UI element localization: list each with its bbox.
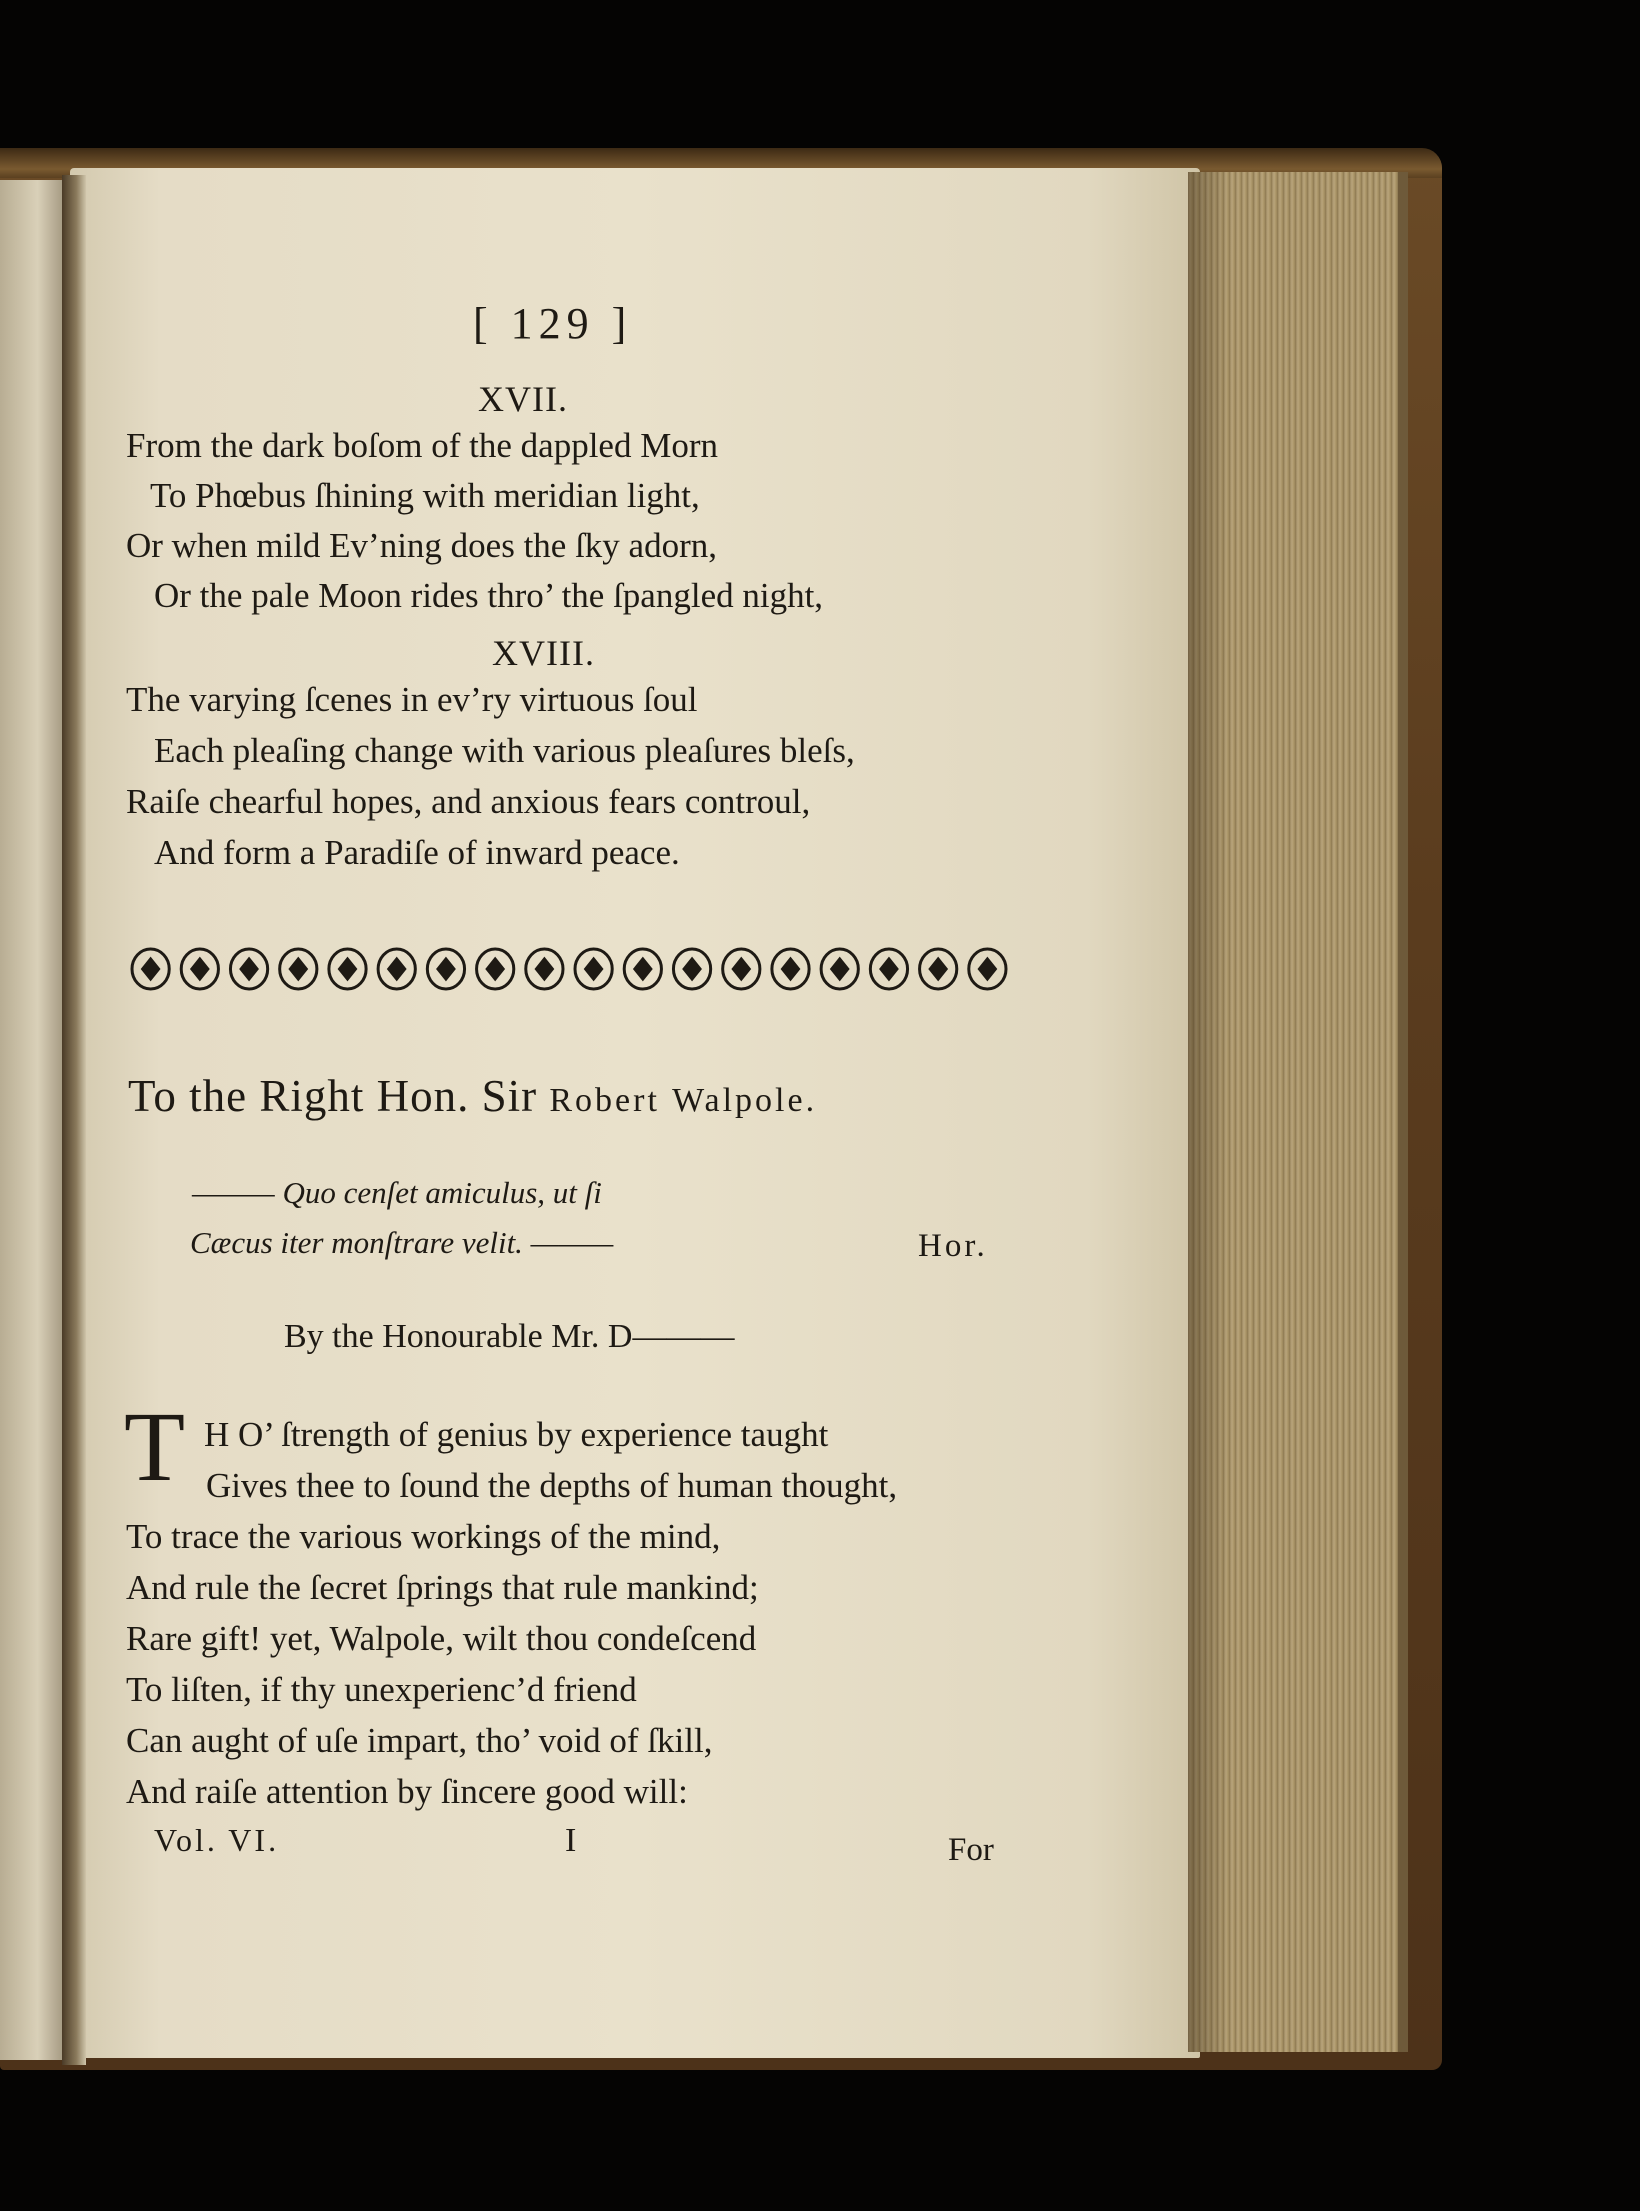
ornament-diamond: [733, 959, 749, 979]
ornament-diamond: [930, 959, 946, 979]
author-byline: By the Honourable Mr. D———: [284, 1318, 735, 1355]
catchword: For: [948, 1832, 994, 1868]
verse-line: To liſten, if thy unexperienc’d friend: [126, 1670, 637, 1709]
ornament-diamond: [979, 959, 995, 979]
stanza-heading-xvii: XVII.: [478, 379, 568, 419]
drop-cap: T: [124, 1391, 186, 1502]
verse-line: Rare gift! yet, Walpole, wilt thou condeſcend: [126, 1619, 757, 1658]
ornament-diamond: [143, 959, 159, 979]
ornament-diamond: [340, 959, 356, 979]
verse-line: Each pleaſing change with various pleaſures bleſs,: [154, 731, 855, 770]
ornament-diamond: [389, 959, 405, 979]
verse-line: Or the pale Moon rides thro’ the ſpangled night,: [154, 576, 824, 615]
epigraph-attribution: Hor.: [918, 1228, 988, 1264]
verse-line: Raiſe chearful hopes, and anxious fears controul,: [126, 782, 811, 821]
signature-mark: I: [565, 1822, 577, 1859]
ornament-diamond: [241, 959, 257, 979]
verse-line: And form a Paradiſe of inward peace.: [154, 833, 680, 872]
volume-signature: Vol. VI.: [154, 1822, 280, 1858]
page-edge-shadow: [1188, 172, 1228, 2052]
ornament-diamond: [487, 959, 503, 979]
poem-title-name-first: Robert: [549, 1082, 660, 1119]
verse-line: Or when mild Ev’ning does the ſky adorn,: [126, 526, 718, 565]
epigraph-line: ——— Quo cenſet amiculus, ut ſi: [192, 1175, 602, 1210]
verse-line: From the dark boſom of the dappled Morn: [126, 426, 718, 465]
ornament-diamond: [881, 959, 897, 979]
ornament-diamond: [438, 959, 454, 979]
stanza-heading-xviii: XVIII.: [492, 633, 595, 673]
verse-line: Can aught of uſe impart, tho’ void of ſkill,: [126, 1721, 713, 1760]
ornament-diamond: [832, 959, 848, 979]
poem-title-name-last: Walpole.: [672, 1082, 818, 1119]
verse-line: Gives thee to ſound the depths of human thought,: [206, 1466, 898, 1505]
verse-line: And rule the ſecret ſprings that rule mankind;: [126, 1568, 759, 1607]
verse-line: And raiſe attention by ſincere good will:: [126, 1772, 688, 1811]
ornament-diamond: [684, 959, 700, 979]
verse-line: To trace the various workings of the mind,: [126, 1517, 721, 1556]
printers-ornament-border: [126, 938, 1012, 1000]
ornament-diamond: [536, 959, 552, 979]
poem-title-prefix: To the Right Hon. Sir: [128, 1071, 550, 1121]
poem-title: [128, 1070, 817, 1122]
left-page-edge: [0, 180, 68, 2060]
verse-line: The varying ſcenes in ev’ry virtuous ſoul: [126, 680, 698, 719]
ornament-diamond: [192, 959, 208, 979]
book-gutter: [62, 175, 86, 2065]
epigraph-line: Cæcus iter monſtrare velit. ———: [190, 1225, 614, 1260]
ornament-diamond: [783, 959, 799, 979]
verse-line: To Phœbus ſhining with meridian light,: [150, 476, 700, 515]
ornament-diamond: [290, 959, 306, 979]
page-number: [ 129 ]: [473, 299, 633, 348]
verse-line: H O’ ſtrength of genius by experience taught: [204, 1415, 829, 1454]
ornament-diamond: [635, 959, 651, 979]
ornament-diamond: [586, 959, 602, 979]
